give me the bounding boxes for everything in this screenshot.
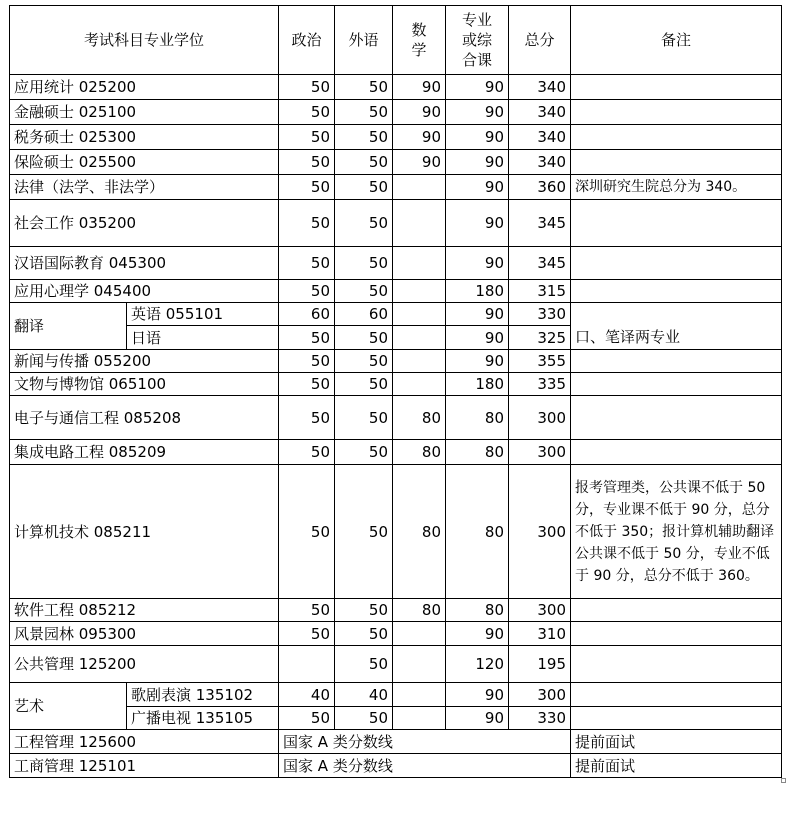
row-note xyxy=(571,125,782,150)
score-math xyxy=(393,683,446,707)
score-major: 80 xyxy=(446,396,509,440)
score-math xyxy=(393,707,446,730)
score-total: 330 xyxy=(509,707,571,730)
header-row xyxy=(10,6,782,75)
score-math: 90 xyxy=(393,100,446,125)
row-note: 提前面试 xyxy=(571,730,782,754)
subject-name: 计算机技术 085211 xyxy=(10,465,279,599)
subject-name: 税务硕士 025300 xyxy=(10,125,279,150)
subject-name: 法律（法学、非法学） xyxy=(10,175,279,200)
score-major: 90 xyxy=(446,247,509,280)
score-major: 80 xyxy=(446,440,509,465)
score-total: 300 xyxy=(509,440,571,465)
score-math xyxy=(393,247,446,280)
score-major: 90 xyxy=(446,326,509,350)
score-major: 90 xyxy=(446,125,509,150)
subject-name: 工商管理 125101 xyxy=(10,754,279,778)
score-major: 90 xyxy=(446,150,509,175)
row-note xyxy=(571,100,782,125)
score-math xyxy=(393,175,446,200)
header-language: 外语 xyxy=(335,6,393,75)
subject-name: 社会工作 035200 xyxy=(10,200,279,247)
table-row xyxy=(10,303,782,326)
score-language: 50 xyxy=(335,622,393,646)
score-politics: 50 xyxy=(279,200,335,247)
score-math: 80 xyxy=(393,440,446,465)
score-politics: 50 xyxy=(279,75,335,100)
score-total: 300 xyxy=(509,599,571,622)
score-math xyxy=(393,280,446,303)
table-row xyxy=(10,373,782,396)
score-total: 355 xyxy=(509,350,571,373)
row-note xyxy=(571,622,782,646)
score-politics: 60 xyxy=(279,303,335,326)
score-total: 340 xyxy=(509,125,571,150)
row-note xyxy=(571,75,782,100)
score-major: 180 xyxy=(446,280,509,303)
table-row xyxy=(10,646,782,683)
subject-name: 公共管理 125200 xyxy=(10,646,279,683)
score-language: 50 xyxy=(335,280,393,303)
score-language: 50 xyxy=(335,75,393,100)
score-major: 180 xyxy=(446,373,509,396)
score-math xyxy=(393,303,446,326)
score-total: 340 xyxy=(509,150,571,175)
score-politics: 50 xyxy=(279,247,335,280)
row-note xyxy=(571,373,782,396)
score-major: 90 xyxy=(446,303,509,326)
score-politics: 50 xyxy=(279,280,335,303)
score-math: 90 xyxy=(393,150,446,175)
subject-name: 应用心理学 045400 xyxy=(10,280,279,303)
score-major: 80 xyxy=(446,465,509,599)
score-math xyxy=(393,646,446,683)
score-total: 345 xyxy=(509,247,571,280)
score-language: 50 xyxy=(335,350,393,373)
group-name-arts: 艺术 xyxy=(10,683,127,730)
table-row xyxy=(10,125,782,150)
score-language: 50 xyxy=(335,247,393,280)
score-total: 315 xyxy=(509,280,571,303)
score-math xyxy=(393,200,446,247)
score-total: 325 xyxy=(509,326,571,350)
score-language: 50 xyxy=(335,200,393,247)
score-math xyxy=(393,326,446,350)
score-language: 40 xyxy=(335,683,393,707)
row-note xyxy=(571,247,782,280)
table-row xyxy=(10,175,782,200)
score-politics: 40 xyxy=(279,683,335,707)
score-politics: 50 xyxy=(279,350,335,373)
subject-name: 集成电路工程 085209 xyxy=(10,440,279,465)
score-math: 80 xyxy=(393,396,446,440)
header-math: 数学 xyxy=(393,6,446,75)
header-politics: 政治 xyxy=(279,6,335,75)
subject-name: 英语 055101 xyxy=(127,303,279,326)
subject-name: 歌剧表演 135102 xyxy=(127,683,279,707)
score-politics: 50 xyxy=(279,150,335,175)
score-major: 80 xyxy=(446,599,509,622)
score-politics: 50 xyxy=(279,373,335,396)
score-math xyxy=(393,622,446,646)
row-note: 报考管理类，公共课不低于 50 分，专业课不低于 90 分，总分不低于 350；报计算机辅助翻译公共课不低于 50 分，专业不低于 90 分，总分不低于 360。 xyxy=(571,465,782,599)
row-note xyxy=(571,683,782,707)
table-row xyxy=(10,100,782,125)
subject-name: 金融硕士 025100 xyxy=(10,100,279,125)
subject-name: 软件工程 085212 xyxy=(10,599,279,622)
row-note xyxy=(571,707,782,730)
subject-name: 保险硕士 025500 xyxy=(10,150,279,175)
score-math: 90 xyxy=(393,125,446,150)
score-math: 80 xyxy=(393,599,446,622)
score-total: 360 xyxy=(509,175,571,200)
score-language: 50 xyxy=(335,646,393,683)
row-note: 深圳研究生院总分为 340。 xyxy=(571,175,782,200)
subject-name: 汉语国际教育 045300 xyxy=(10,247,279,280)
table-row xyxy=(10,730,782,754)
score-language: 50 xyxy=(335,465,393,599)
score-politics: 50 xyxy=(279,465,335,599)
table-row xyxy=(10,622,782,646)
subject-name: 应用统计 025200 xyxy=(10,75,279,100)
table-row xyxy=(10,247,782,280)
score-total: 195 xyxy=(509,646,571,683)
score-major: 90 xyxy=(446,683,509,707)
score-math xyxy=(393,350,446,373)
score-total: 300 xyxy=(509,683,571,707)
score-language: 60 xyxy=(335,303,393,326)
group-name-translation: 翻译 xyxy=(10,303,127,350)
score-total: 340 xyxy=(509,100,571,125)
header-subject: 考试科目专业学位 xyxy=(10,6,279,75)
table-row xyxy=(10,200,782,247)
score-politics xyxy=(279,646,335,683)
score-politics: 50 xyxy=(279,326,335,350)
subject-name: 广播电视 135105 xyxy=(127,707,279,730)
score-politics: 50 xyxy=(279,175,335,200)
paragraph-mark-icon xyxy=(781,778,786,783)
header-total: 总分 xyxy=(509,6,571,75)
subject-name: 工程管理 125600 xyxy=(10,730,279,754)
score-politics: 50 xyxy=(279,125,335,150)
row-note: 提前面试 xyxy=(571,754,782,778)
score-language: 50 xyxy=(335,707,393,730)
score-total: 335 xyxy=(509,373,571,396)
score-language: 50 xyxy=(335,125,393,150)
row-note xyxy=(571,350,782,373)
score-language: 50 xyxy=(335,396,393,440)
row-note xyxy=(571,440,782,465)
score-politics: 50 xyxy=(279,396,335,440)
header-major: 专业或综合课 xyxy=(446,6,509,75)
row-note xyxy=(571,303,782,326)
score-table xyxy=(9,5,782,778)
score-language: 50 xyxy=(335,440,393,465)
score-language: 50 xyxy=(335,599,393,622)
score-total: 310 xyxy=(509,622,571,646)
row-note xyxy=(571,646,782,683)
table-row xyxy=(10,465,782,599)
score-major: 90 xyxy=(446,622,509,646)
score-language: 50 xyxy=(335,150,393,175)
score-language: 50 xyxy=(335,175,393,200)
subject-name: 文物与博物馆 065100 xyxy=(10,373,279,396)
subject-name: 风景园林 095300 xyxy=(10,622,279,646)
table-row xyxy=(10,150,782,175)
score-math: 80 xyxy=(393,465,446,599)
table-row xyxy=(10,754,782,778)
score-major: 90 xyxy=(446,350,509,373)
score-line: 国家 A 类分数线 xyxy=(279,754,571,778)
row-note xyxy=(571,200,782,247)
score-major: 90 xyxy=(446,100,509,125)
table-row xyxy=(10,350,782,373)
score-politics: 50 xyxy=(279,440,335,465)
score-major: 120 xyxy=(446,646,509,683)
score-math: 90 xyxy=(393,75,446,100)
score-language: 50 xyxy=(335,100,393,125)
subject-name: 新闻与传播 055200 xyxy=(10,350,279,373)
row-note xyxy=(571,280,782,303)
header-notes: 备注 xyxy=(571,6,782,75)
score-major: 90 xyxy=(446,200,509,247)
table-row xyxy=(10,280,782,303)
row-note xyxy=(571,599,782,622)
translation-note: 口、笔译两专业 xyxy=(571,326,782,350)
table-row xyxy=(10,396,782,440)
score-total: 345 xyxy=(509,200,571,247)
score-line: 国家 A 类分数线 xyxy=(279,730,571,754)
table-row xyxy=(10,599,782,622)
table-row xyxy=(10,75,782,100)
score-total: 340 xyxy=(509,75,571,100)
score-politics: 50 xyxy=(279,622,335,646)
score-total: 300 xyxy=(509,465,571,599)
score-major: 90 xyxy=(446,75,509,100)
score-language: 50 xyxy=(335,326,393,350)
score-politics: 50 xyxy=(279,707,335,730)
score-total: 330 xyxy=(509,303,571,326)
subject-name: 电子与通信工程 085208 xyxy=(10,396,279,440)
score-math xyxy=(393,373,446,396)
score-politics: 50 xyxy=(279,100,335,125)
row-note xyxy=(571,396,782,440)
score-language: 50 xyxy=(335,373,393,396)
score-total: 300 xyxy=(509,396,571,440)
table-row xyxy=(10,683,782,707)
score-major: 90 xyxy=(446,175,509,200)
subject-name: 日语 xyxy=(127,326,279,350)
table-row xyxy=(10,440,782,465)
row-note xyxy=(571,150,782,175)
score-politics: 50 xyxy=(279,599,335,622)
score-major: 90 xyxy=(446,707,509,730)
